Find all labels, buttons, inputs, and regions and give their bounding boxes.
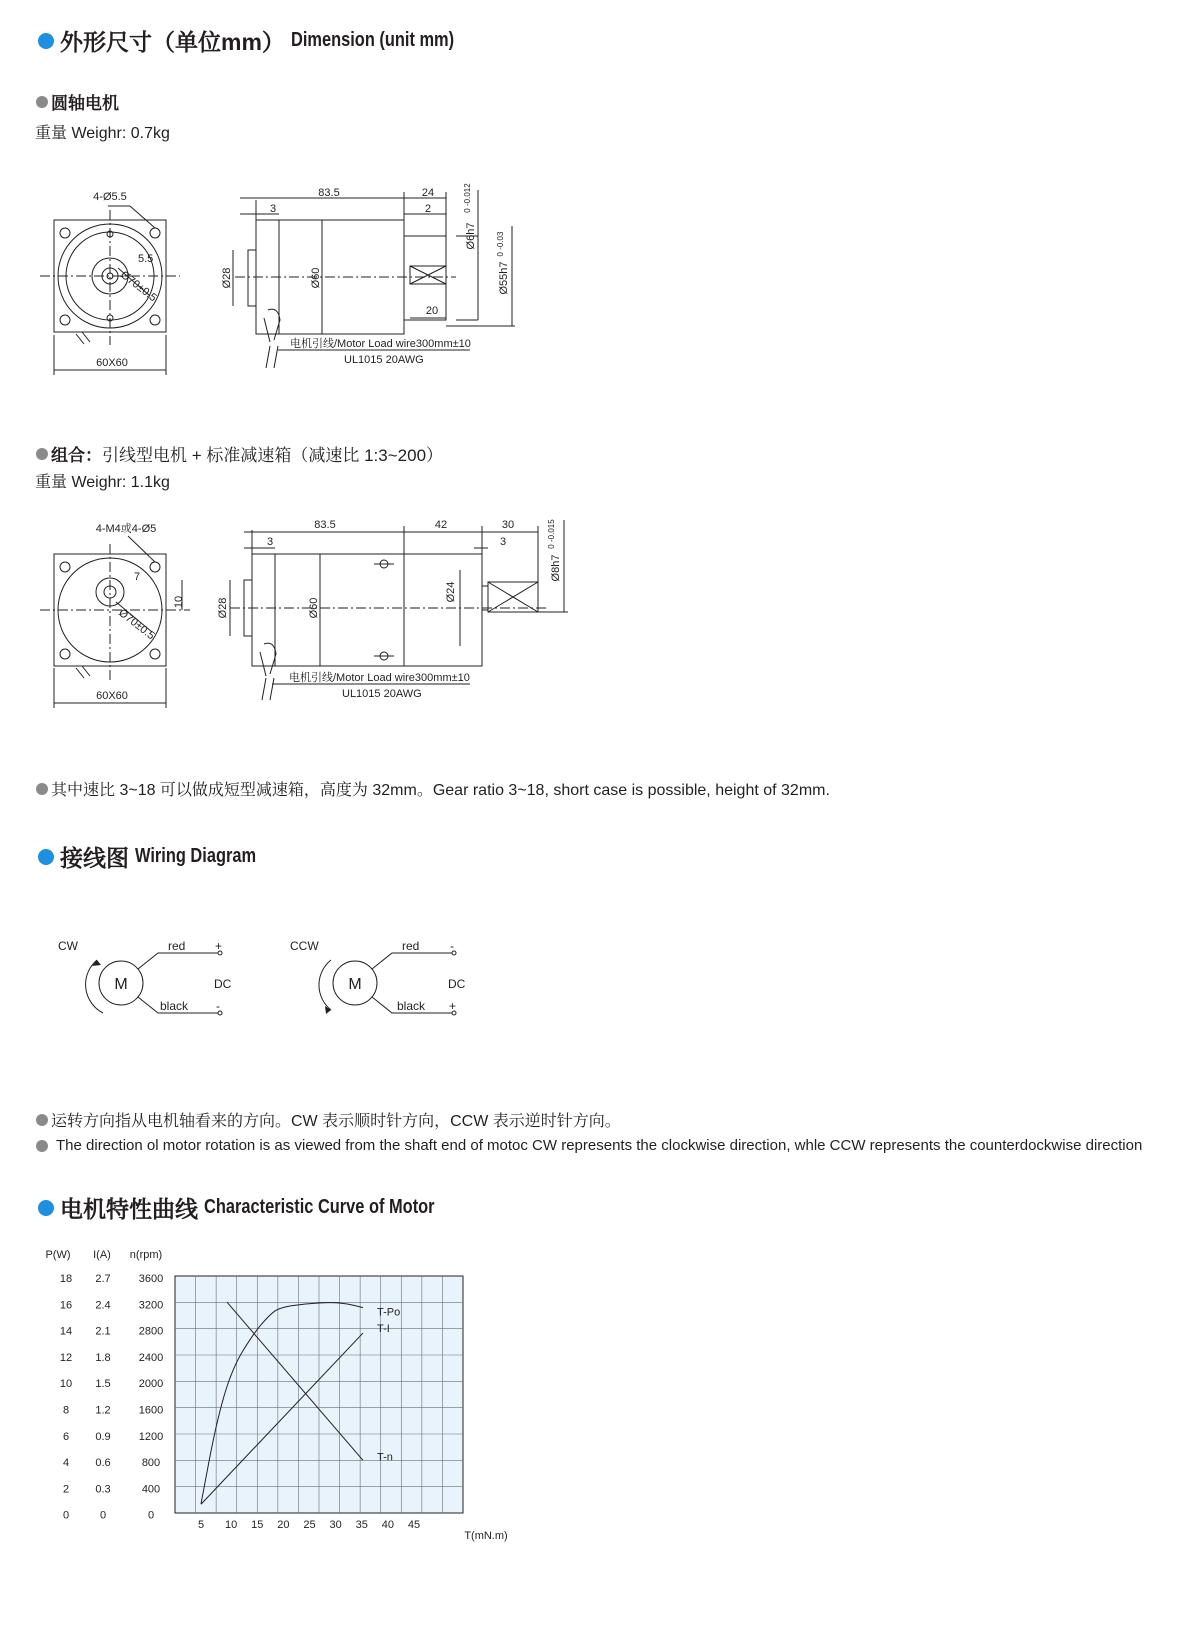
ccw-black-label: black	[397, 999, 426, 1013]
n-tick-label: 3600	[138, 1273, 164, 1285]
dia60-label: Ø60	[308, 597, 320, 619]
gearbox-body	[404, 554, 482, 666]
p-tick-label: 16	[59, 1299, 73, 1312]
curve-title-cn: 电机特性曲线	[60, 1196, 198, 1222]
dia55-label: Ø55h7	[498, 261, 510, 295]
wiring-title-cn: 接线图	[60, 845, 129, 871]
p-tick-label: 12	[59, 1351, 73, 1364]
len-42-label: 42	[434, 519, 448, 531]
bullet-icon	[38, 1200, 54, 1216]
bullet-icon	[36, 96, 48, 108]
cw-label: CW	[58, 939, 78, 953]
ccw-top-sign: -	[450, 939, 454, 953]
i-tick-label: 0	[99, 1509, 107, 1522]
dia28-label: Ø28	[221, 267, 233, 289]
awg-label: UL1015 20AWG	[344, 354, 424, 366]
gear-ratio-note	[36, 777, 830, 800]
series-label: T-n	[376, 1451, 393, 1464]
p-tick-label: 8	[62, 1404, 70, 1417]
characteristic-chart	[0, 1240, 560, 1550]
holes-label: 4-M4或4-Ø5	[95, 523, 157, 535]
len-20-label: 20	[425, 305, 439, 317]
x-tick-label: 30	[329, 1519, 342, 1531]
i-tick-label: 0.9	[95, 1430, 111, 1443]
ccw-red-label: red	[402, 939, 420, 953]
p-tick-label: 14	[59, 1325, 73, 1338]
cw-top-sign: +	[215, 939, 223, 953]
ccw-rotation-arrow	[319, 960, 331, 1010]
x-tick-label: 15	[251, 1519, 264, 1531]
series-label: T-I	[376, 1323, 390, 1336]
axis-header: P(W)	[45, 1249, 71, 1261]
round-shaft-weight	[35, 120, 170, 143]
cw-bottom-sign: -	[216, 999, 220, 1013]
i-tick-label: 0.3	[95, 1483, 111, 1496]
offset-label: 5.5	[138, 253, 154, 265]
square-label: 60X60	[96, 357, 128, 369]
bullet-icon	[36, 783, 48, 795]
len-24-label: 24	[421, 187, 435, 199]
side-label: 10	[173, 595, 185, 609]
n-tick-label: 1600	[138, 1404, 164, 1417]
direction-note-cn	[36, 1108, 621, 1131]
bullet-icon	[36, 1114, 48, 1126]
i-tick-label: 2.7	[95, 1273, 111, 1285]
len-3-label: 3	[269, 203, 277, 215]
x-tick-label: 45	[407, 1519, 421, 1531]
x-axis-label: T(mN.m)	[464, 1530, 508, 1542]
dia8-label: Ø8h7	[550, 554, 562, 582]
cw-red-label: red	[168, 939, 186, 953]
n-tick-label: 2800	[138, 1325, 164, 1338]
dia60-label: Ø60	[310, 267, 322, 289]
p-tick-label: 0	[62, 1509, 70, 1522]
direction-note-en	[36, 1137, 1142, 1154]
offset-label: 7	[134, 571, 141, 583]
ccw-dc-label: DC	[448, 977, 466, 991]
weight-value: Weighr: 1.1kg	[71, 474, 170, 491]
x-tick-label: 25	[303, 1519, 316, 1531]
weight-value: Weighr: 0.7kg	[71, 125, 170, 142]
ccw-motor-label: M	[348, 976, 362, 993]
n-tick-label: 2400	[138, 1351, 164, 1364]
p-tick-label: 6	[62, 1430, 70, 1443]
curve-section-title	[38, 1191, 485, 1224]
len-2-label: 2	[424, 203, 432, 215]
len-3b-label: 3	[499, 536, 507, 548]
len-total-label: 83.5	[318, 187, 340, 199]
p-tick-label: 4	[62, 1457, 70, 1470]
axis-header: n(rpm)	[129, 1249, 163, 1261]
n-tick-label: 0	[147, 1509, 155, 1522]
square-label: 60X60	[96, 690, 128, 702]
bullet-icon	[38, 849, 54, 865]
ccw-bottom-sign: +	[449, 999, 457, 1013]
combo-heading	[36, 441, 443, 466]
len-total-label: 83.5	[314, 519, 336, 531]
axis-header: I(A)	[93, 1249, 111, 1261]
i-tick-label: 1.2	[95, 1404, 111, 1417]
len-30-label: 30	[501, 519, 515, 531]
x-tick-label: 10	[225, 1519, 238, 1531]
awg-label: UL1015 20AWG	[342, 688, 422, 700]
cw-black-label: black	[160, 999, 189, 1013]
combo-drawing	[0, 510, 600, 710]
bullet-icon	[36, 1140, 48, 1152]
wiring-diagram	[0, 930, 520, 1030]
pilot-label: Ø70±0.5	[116, 606, 157, 643]
wire-label: 电机引线/Motor Load wire300mm±10	[290, 338, 471, 350]
gear-ratio-note-text: 其中速比 3~18 可以做成短型减速箱，高度为 32mm。Gear ratio 3~18, short case is possible, height of 32mm.	[51, 782, 830, 799]
weight-label-cn: 重量	[35, 474, 68, 491]
holes-label: 4-Ø5.5	[93, 191, 127, 203]
wiring-section-title	[38, 840, 283, 873]
round-shaft-drawing	[0, 170, 560, 385]
x-tick-label: 5	[197, 1519, 205, 1531]
n-tick-label: 800	[141, 1457, 161, 1470]
n-tick-label: 2000	[138, 1378, 164, 1391]
round-shaft-heading	[36, 89, 119, 114]
dimension-title-en: Dimension (unit mm)	[290, 29, 454, 51]
i-tick-label: 1.5	[95, 1378, 111, 1391]
p-tick-label: 10	[59, 1378, 73, 1391]
dia28-label: Ø28	[217, 597, 229, 619]
combo-heading-text: 引线型电机 + 标准减速箱（减速比 1:3~200）	[102, 446, 444, 465]
combo-heading-bold: 组合：	[51, 446, 102, 465]
wire-label: 电机引线/Motor Load wire300mm±10	[289, 672, 470, 684]
tol6-label: 0 -0.012	[463, 183, 472, 213]
n-tick-label: 3200	[138, 1299, 164, 1312]
bullet-icon	[38, 33, 54, 49]
combo-weight	[35, 469, 170, 492]
n-tick-label: 1200	[138, 1430, 164, 1443]
i-tick-label: 2.1	[95, 1325, 111, 1338]
cw-rotation-arrow	[86, 960, 103, 1013]
direction-note-cn-text: 运转方向指从电机轴看来的方向。CW 表示顺时针方向，CCW 表示逆时针方向。	[51, 1113, 621, 1130]
pilot-label: Ø70±0.5	[118, 268, 159, 305]
dia24-label: Ø24	[445, 581, 457, 603]
n-tick-label: 400	[141, 1483, 161, 1496]
i-tick-label: 0.6	[95, 1457, 111, 1470]
dimension-section-title	[38, 24, 490, 57]
weight-label-cn: 重量	[35, 125, 68, 142]
len-3a-label: 3	[266, 536, 274, 548]
x-tick-label: 40	[381, 1519, 394, 1531]
cw-motor-label: M	[114, 976, 128, 993]
ccw-label: CCW	[290, 939, 319, 953]
p-tick-label: 18	[59, 1273, 73, 1285]
tol8-label: 0 -0.015	[547, 519, 556, 549]
series-label: T-Po	[376, 1306, 401, 1319]
bullet-icon	[36, 448, 48, 460]
tol55-label: 0 -0.03	[496, 231, 505, 257]
x-tick-label: 20	[277, 1519, 290, 1531]
direction-note-en-text: The direction ol motor rotation is as viewed from the shaft end of motoc CW represents the clockwise direction, whle CCW represents the counterdockwise direction	[56, 1137, 1143, 1154]
p-tick-label: 2	[62, 1483, 70, 1496]
dia6-label: Ø6h7	[465, 222, 477, 250]
dimension-title-cn: 外形尺寸（单位mm）	[60, 29, 285, 55]
curve-title-en: Characteristic Curve of Motor	[204, 1196, 435, 1218]
cw-dc-label: DC	[214, 977, 232, 991]
round-shaft-heading-text: 圆轴电机	[51, 94, 119, 113]
wiring-title-en: Wiring Diagram	[135, 845, 257, 867]
i-tick-label: 2.4	[95, 1299, 111, 1312]
i-tick-label: 1.8	[95, 1351, 111, 1364]
x-tick-label: 35	[355, 1519, 368, 1531]
